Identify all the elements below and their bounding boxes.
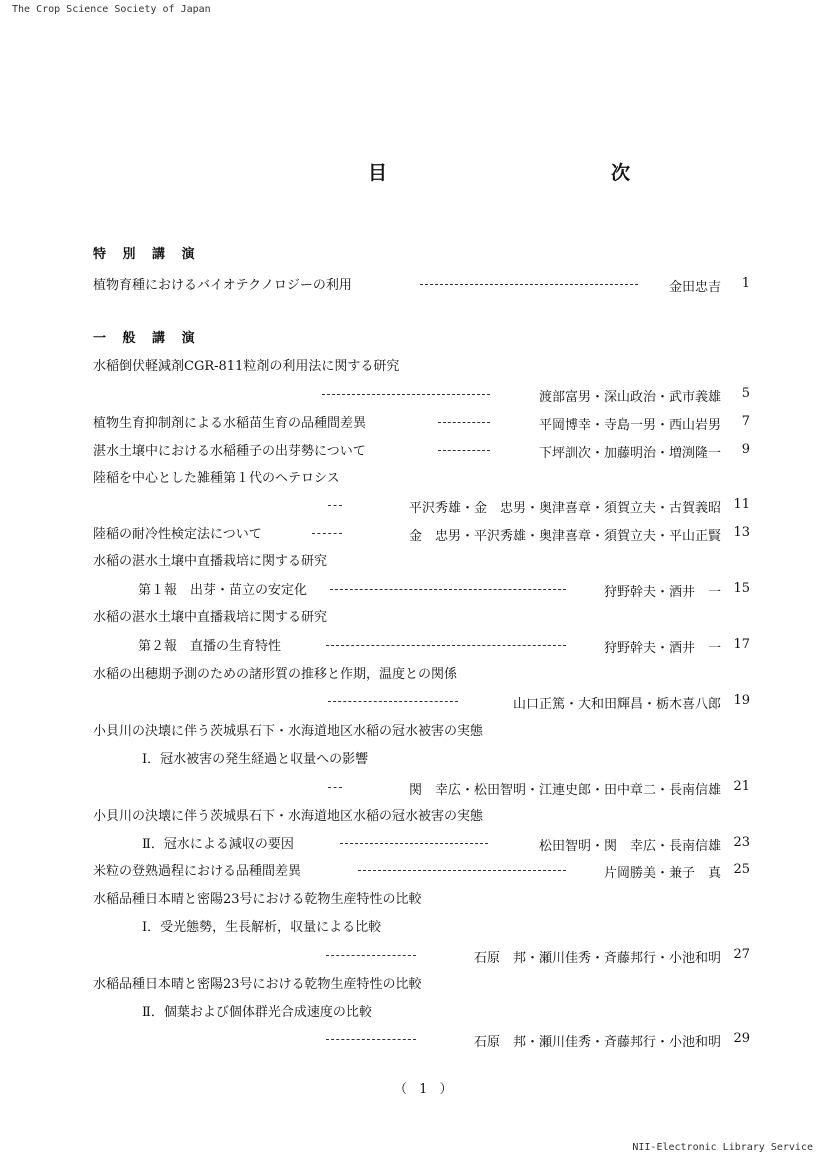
toc-entry-authors: 下坪訓次・加藤明治・増渕隆一 [538, 446, 721, 461]
toc-entry-authors: 平岡博幸・寺島一男・西山岩男 [538, 418, 721, 433]
toc-entry-title: 水稲品種日本晴と密陽23号における乾物生産特性の比較 [93, 892, 422, 907]
leader-dots [326, 1039, 416, 1040]
toc-entry-page: 29 [733, 1031, 750, 1046]
toc-entry-authors: 渡部富男・深山政治・武市義雄 [538, 390, 721, 405]
toc-entry-page: 27 [733, 947, 750, 962]
page-title: 目 次 [368, 162, 693, 184]
toc-entry-authors: 片岡勝美・兼子 真 [603, 866, 721, 881]
toc-entry-title: 水稲の出穂期予測のための諸形質の推移と作期，温度との関係 [93, 667, 458, 682]
leader-dots [340, 843, 488, 844]
leader-dots [420, 284, 638, 285]
toc-entry-page: 21 [733, 779, 750, 794]
toc-entry-authors: 金田忠吉 [668, 280, 721, 295]
toc-entry-authors: 石原 邦・瀬川佳秀・斉藤邦行・小池和明 [473, 1035, 721, 1050]
leader-dots [326, 645, 566, 646]
toc-entry-authors: 山口正篤・大和田輝昌・栃木喜八郎 [512, 697, 721, 712]
toc-entry-subtitle: Ⅰ．冠水被害の発生経過と収量への影響 [142, 752, 369, 767]
toc-entry-title: 植物育種におけるバイオテクノロジーの利用 [93, 278, 352, 293]
toc-entry-page: 11 [733, 497, 750, 512]
toc-entry-page: 13 [733, 525, 750, 540]
toc-entry-subtitle: 第１報 出芽・苗立の安定化 [138, 583, 308, 598]
toc-entry-authors: 石原 邦・瀬川佳秀・斉藤邦行・小池和明 [473, 951, 721, 966]
toc-entry-title: 小貝川の決壊に伴う茨城県石下・水海道地区水稲の冠水被害の実態 [93, 809, 484, 824]
toc-entry-subtitle: 第２報 直播の生育特性 [138, 639, 282, 654]
toc-entry-page: 9 [741, 442, 750, 457]
leader-dots [312, 533, 342, 534]
toc-entry-authors: 松田智明・関 幸広・長南信雄 [538, 839, 721, 854]
service-footer: NII-Electronic Library Service [632, 1142, 813, 1153]
leader-dots [326, 955, 416, 956]
toc-entry-page: 25 [733, 862, 750, 877]
toc-entry-title: 水稲の湛水土壌中直播栽培に関する研究 [93, 554, 328, 569]
toc-entry-authors: 金 忠男・平沢秀雄・奥津喜章・須賀立夫・平山正賢 [408, 529, 721, 544]
toc-entry-title: 水稲の湛水土壌中直播栽培に関する研究 [93, 610, 328, 625]
toc-entry-title: 米粒の登熟過程における品種間差異 [93, 864, 302, 879]
page-number: （ 1 ） [394, 1082, 457, 1097]
leader-dots [330, 589, 566, 590]
leader-dots [322, 394, 490, 395]
toc-entry-title: 小貝川の決壊に伴う茨城県石下・水海道地区水稲の冠水被害の実態 [93, 724, 484, 739]
leader-dots [438, 450, 490, 451]
toc-entry-page: 5 [741, 386, 750, 401]
toc-entry-authors: 狩野幹夫・酒井 一 [603, 585, 721, 600]
section-heading-general: 一 般 講 演 [93, 331, 201, 346]
toc-entry-subtitle: Ⅱ．個葉および個体群光合成速度の比較 [142, 1005, 372, 1020]
toc-entry-title: 湛水土壌中における水稲種子の出芽勢について [93, 444, 366, 459]
society-header: The Crop Science Society of Japan [12, 4, 211, 15]
toc-entry-page: 7 [741, 414, 750, 429]
toc-entry-subtitle: Ⅱ．冠水による減収の要因 [142, 837, 294, 852]
section-heading-special: 特 別 講 演 [93, 247, 201, 262]
leader-dots [328, 505, 342, 506]
toc-entry-title: 植物生育抑制剤による水稲苗生育の品種間差異 [93, 416, 367, 431]
toc-entry-page: 17 [733, 637, 750, 652]
leader-dots [358, 870, 566, 871]
toc-entry-page: 23 [733, 835, 750, 850]
toc-entry-title: 水稲倒伏軽減剤CGR-811粒剤の利用法に関する研究 [93, 359, 400, 374]
toc-entry-title: 水稲品種日本晴と密陽23号における乾物生産特性の比較 [93, 977, 422, 992]
leader-dots [328, 701, 458, 702]
toc-entry-title: 陸稲の耐冷性検定法について [93, 527, 262, 542]
leader-dots [328, 787, 342, 788]
toc-entry-authors: 関 幸広・松田智明・江連史郎・田中章二・長南信雄 [408, 783, 721, 798]
leader-dots [438, 422, 490, 423]
toc-entry-subtitle: Ⅰ．受光態勢，生長解析，収量による比較 [142, 920, 382, 935]
toc-entry-page: 1 [741, 276, 750, 291]
toc-entry-title: 陸稲を中心とした雑種第１代のヘテロシス [93, 471, 340, 486]
toc-entry-authors: 平沢秀雄・金 忠男・奥津喜章・須賀立夫・古賀義昭 [408, 501, 721, 516]
toc-entry-page: 19 [733, 693, 750, 708]
toc-entry-page: 15 [733, 581, 750, 596]
toc-entry-authors: 狩野幹夫・酒井 一 [603, 641, 721, 656]
